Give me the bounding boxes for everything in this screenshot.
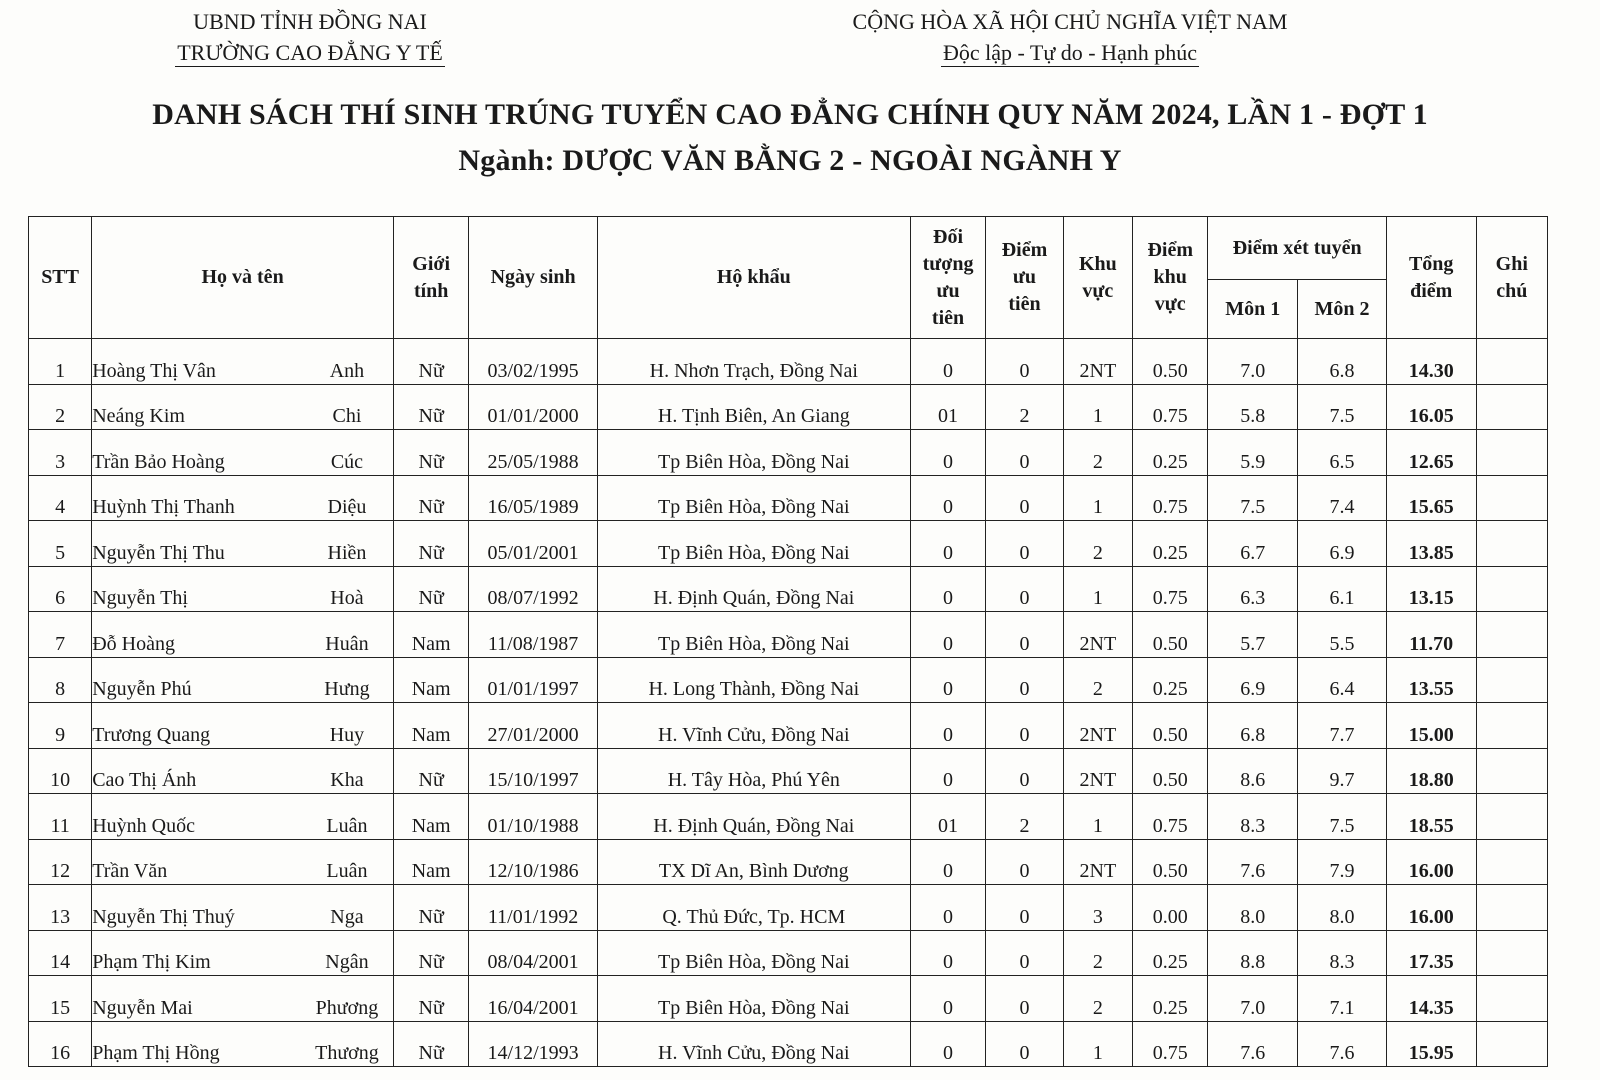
first-name: Diệu bbox=[327, 496, 367, 518]
area-points-cell: 0.50 bbox=[1133, 339, 1208, 385]
priority-points-cell: 0 bbox=[986, 930, 1063, 976]
area-cell: 1 bbox=[1063, 475, 1132, 521]
area-cell: 2NT bbox=[1063, 839, 1132, 885]
last-name: Phạm Thị Hồng bbox=[92, 1042, 220, 1064]
subject-2-cell: 6.1 bbox=[1298, 566, 1387, 612]
subject-1-cell: 5.9 bbox=[1208, 430, 1298, 476]
stt-cell: 12 bbox=[29, 839, 92, 885]
area-cell: 1 bbox=[1063, 566, 1132, 612]
note-cell bbox=[1476, 521, 1547, 567]
subject-2-cell: 5.5 bbox=[1298, 612, 1387, 658]
last-name: Nguyễn Thị Thuý bbox=[92, 905, 235, 928]
first-name: Cúc bbox=[330, 450, 364, 473]
gender-cell: Nam bbox=[393, 703, 468, 749]
total-cell: 14.35 bbox=[1386, 976, 1476, 1022]
gender-cell: Nam bbox=[393, 612, 468, 658]
address-cell: Q. Thủ Đức, Tp. HCM bbox=[597, 885, 910, 931]
total-cell: 12.65 bbox=[1386, 430, 1476, 476]
col-note: Ghi chú bbox=[1476, 217, 1547, 339]
gender-cell: Nữ bbox=[393, 930, 468, 976]
last-name: Nguyễn Phú bbox=[92, 678, 192, 700]
name-cell bbox=[92, 794, 394, 840]
total-cell: 18.80 bbox=[1386, 748, 1476, 794]
subject-1-cell: 6.8 bbox=[1208, 703, 1298, 749]
area-points-cell: 0.75 bbox=[1133, 794, 1208, 840]
total-cell: 15.95 bbox=[1386, 1021, 1476, 1067]
table-row bbox=[29, 1021, 1548, 1067]
last-name: Phạm Thị Kim bbox=[92, 951, 211, 973]
subject-2-cell: 8.3 bbox=[1298, 930, 1387, 976]
area-cell: 2NT bbox=[1063, 612, 1132, 658]
gender-cell: Nam bbox=[393, 794, 468, 840]
area-cell: 2 bbox=[1063, 930, 1132, 976]
gender-cell: Nữ bbox=[393, 748, 468, 794]
col-dob: Ngày sinh bbox=[469, 217, 597, 339]
subject-2-cell: 7.4 bbox=[1298, 475, 1387, 521]
stt-cell: 3 bbox=[29, 430, 92, 476]
area-points-cell: 0.00 bbox=[1133, 885, 1208, 931]
area-points-cell: 0.25 bbox=[1133, 930, 1208, 976]
priority-group-cell: 0 bbox=[910, 703, 985, 749]
last-name: Nguyễn Thị bbox=[92, 587, 188, 609]
first-name: Hoà bbox=[330, 587, 364, 609]
dob-cell: 11/08/1987 bbox=[469, 612, 597, 658]
table-row bbox=[29, 521, 1548, 567]
col-area-points: Điểm khu vực bbox=[1133, 217, 1208, 339]
total-cell: 17.35 bbox=[1386, 930, 1476, 976]
col-subject-2: Môn 2 bbox=[1298, 280, 1387, 339]
first-name: Hiền bbox=[327, 541, 367, 564]
subject-1-cell: 6.3 bbox=[1208, 566, 1298, 612]
dob-cell: 16/04/2001 bbox=[469, 976, 597, 1022]
priority-points-cell: 2 bbox=[986, 384, 1063, 430]
table-row bbox=[29, 384, 1548, 430]
priority-points-cell: 0 bbox=[986, 839, 1063, 885]
gender-cell: Nữ bbox=[393, 339, 468, 385]
total-cell: 14.30 bbox=[1386, 339, 1476, 385]
gender-cell: Nữ bbox=[393, 885, 468, 931]
stt-cell: 5 bbox=[29, 521, 92, 567]
address-cell: Tp Biên Hòa, Đồng Nai bbox=[597, 976, 910, 1022]
priority-points-cell: 2 bbox=[986, 794, 1063, 840]
stt-cell: 1 bbox=[29, 339, 92, 385]
last-name: Cao Thị Ánh bbox=[92, 769, 197, 791]
gender-cell: Nữ bbox=[393, 475, 468, 521]
table-row bbox=[29, 657, 1548, 703]
address-cell: Tp Biên Hòa, Đồng Nai bbox=[597, 930, 910, 976]
dob-cell: 08/04/2001 bbox=[469, 930, 597, 976]
last-name: Đỗ Hoàng bbox=[92, 632, 175, 655]
dob-cell: 16/05/1989 bbox=[469, 475, 597, 521]
stt-cell: 15 bbox=[29, 976, 92, 1022]
dob-cell: 03/02/1995 bbox=[469, 339, 597, 385]
name-cell bbox=[92, 1021, 394, 1067]
col-total: Tổng điểm bbox=[1386, 217, 1476, 339]
table-row bbox=[29, 839, 1548, 885]
subject-1-cell: 7.0 bbox=[1208, 339, 1298, 385]
priority-group-cell: 0 bbox=[910, 1021, 985, 1067]
total-cell: 15.00 bbox=[1386, 703, 1476, 749]
area-points-cell: 0.25 bbox=[1133, 976, 1208, 1022]
document-title bbox=[0, 92, 1580, 184]
dob-cell: 11/01/1992 bbox=[469, 885, 597, 931]
priority-group-cell: 01 bbox=[910, 384, 985, 430]
title-line-1: DANH SÁCH THÍ SINH TRÚNG TUYỂN CAO ĐẲNG CHÍNH QUY NĂM 2024, LẦN 1 - ĐỢT 1 bbox=[152, 98, 1428, 131]
note-cell bbox=[1476, 885, 1547, 931]
subject-1-cell: 7.0 bbox=[1208, 976, 1298, 1022]
priority-group-cell: 0 bbox=[910, 930, 985, 976]
first-name: Kha bbox=[330, 769, 364, 791]
dob-cell: 15/10/1997 bbox=[469, 748, 597, 794]
address-cell: H. Vĩnh Cửu, Đồng Nai bbox=[597, 1021, 910, 1067]
first-name: Huân bbox=[325, 632, 369, 655]
address-cell: H. Tịnh Biên, An Giang bbox=[597, 384, 910, 430]
table-header bbox=[29, 217, 1548, 339]
col-area: Khu vực bbox=[1063, 217, 1132, 339]
area-cell: 2NT bbox=[1063, 703, 1132, 749]
total-cell: 16.05 bbox=[1386, 384, 1476, 430]
priority-group-cell: 0 bbox=[910, 521, 985, 567]
dob-cell: 01/10/1988 bbox=[469, 794, 597, 840]
subject-1-cell: 7.5 bbox=[1208, 475, 1298, 521]
priority-points-cell: 0 bbox=[986, 430, 1063, 476]
admission-table bbox=[28, 216, 1548, 1067]
table-row bbox=[29, 430, 1548, 476]
name-cell bbox=[92, 566, 394, 612]
first-name: Hưng bbox=[324, 678, 370, 700]
priority-points-cell: 0 bbox=[986, 475, 1063, 521]
priority-points-cell: 0 bbox=[986, 612, 1063, 658]
area-cell: 2NT bbox=[1063, 339, 1132, 385]
gender-cell: Nữ bbox=[393, 430, 468, 476]
stt-cell: 10 bbox=[29, 748, 92, 794]
priority-group-cell: 0 bbox=[910, 748, 985, 794]
area-points-cell: 0.75 bbox=[1133, 566, 1208, 612]
col-scores: Điểm xét tuyển bbox=[1208, 217, 1386, 280]
priority-points-cell: 0 bbox=[986, 657, 1063, 703]
gender-cell: Nam bbox=[393, 657, 468, 703]
total-cell: 13.85 bbox=[1386, 521, 1476, 567]
col-name: Họ và tên bbox=[92, 217, 394, 339]
country-name: CỘNG HÒA XÃ HỘI CHỦ NGHĨA VIỆT NAM bbox=[852, 9, 1288, 34]
col-subject-1: Môn 1 bbox=[1208, 280, 1298, 339]
subject-1-cell: 8.0 bbox=[1208, 885, 1298, 931]
priority-group-cell: 0 bbox=[910, 566, 985, 612]
name-cell bbox=[92, 384, 394, 430]
note-cell bbox=[1476, 794, 1547, 840]
area-points-cell: 0.50 bbox=[1133, 748, 1208, 794]
dob-cell: 14/12/1993 bbox=[469, 1021, 597, 1067]
last-name: Huỳnh Thị Thanh bbox=[92, 496, 235, 518]
first-name: Luân bbox=[326, 860, 368, 882]
national-motto bbox=[780, 6, 1360, 68]
area-cell: 2 bbox=[1063, 657, 1132, 703]
subject-2-cell: 7.6 bbox=[1298, 1021, 1387, 1067]
subject-1-cell: 8.3 bbox=[1208, 794, 1298, 840]
dob-cell: 01/01/2000 bbox=[469, 384, 597, 430]
total-cell: 16.00 bbox=[1386, 839, 1476, 885]
stt-cell: 6 bbox=[29, 566, 92, 612]
area-points-cell: 0.25 bbox=[1133, 430, 1208, 476]
subject-1-cell: 6.7 bbox=[1208, 521, 1298, 567]
gender-cell: Nữ bbox=[393, 521, 468, 567]
subject-2-cell: 7.5 bbox=[1298, 794, 1387, 840]
priority-group-cell: 0 bbox=[910, 885, 985, 931]
priority-points-cell: 0 bbox=[986, 885, 1063, 931]
address-cell: Tp Biên Hòa, Đồng Nai bbox=[597, 430, 910, 476]
gender-cell: Nữ bbox=[393, 1021, 468, 1067]
name-cell bbox=[92, 839, 394, 885]
subject-1-cell: 7.6 bbox=[1208, 1021, 1298, 1067]
priority-group-cell: 0 bbox=[910, 839, 985, 885]
province-name: UBND TỈNH ĐỒNG NAI bbox=[193, 9, 427, 34]
table-row bbox=[29, 566, 1548, 612]
area-cell: 2 bbox=[1063, 976, 1132, 1022]
priority-group-cell: 0 bbox=[910, 657, 985, 703]
table-row bbox=[29, 930, 1548, 976]
dob-cell: 27/01/2000 bbox=[469, 703, 597, 749]
priority-group-cell: 0 bbox=[910, 475, 985, 521]
note-cell bbox=[1476, 475, 1547, 521]
name-cell bbox=[92, 703, 394, 749]
stt-cell: 7 bbox=[29, 612, 92, 658]
table-row bbox=[29, 794, 1548, 840]
subject-2-cell: 6.5 bbox=[1298, 430, 1387, 476]
note-cell bbox=[1476, 703, 1547, 749]
area-points-cell: 0.25 bbox=[1133, 521, 1208, 567]
priority-group-cell: 0 bbox=[910, 430, 985, 476]
priority-points-cell: 0 bbox=[986, 748, 1063, 794]
note-cell bbox=[1476, 612, 1547, 658]
priority-points-cell: 0 bbox=[986, 1021, 1063, 1067]
area-cell: 1 bbox=[1063, 794, 1132, 840]
note-cell bbox=[1476, 748, 1547, 794]
name-cell bbox=[92, 612, 394, 658]
address-cell: Tp Biên Hòa, Đồng Nai bbox=[597, 475, 910, 521]
area-points-cell: 0.75 bbox=[1133, 1021, 1208, 1067]
table-row bbox=[29, 703, 1548, 749]
col-priority-group: Đối tượng ưu tiên bbox=[910, 217, 985, 339]
dob-cell: 08/07/1992 bbox=[469, 566, 597, 612]
stt-cell: 14 bbox=[29, 930, 92, 976]
stt-cell: 2 bbox=[29, 384, 92, 430]
priority-points-cell: 0 bbox=[986, 703, 1063, 749]
last-name: Hoàng Thị Vân bbox=[92, 359, 216, 382]
first-name: Chi bbox=[332, 405, 362, 427]
area-points-cell: 0.75 bbox=[1133, 384, 1208, 430]
name-cell bbox=[92, 976, 394, 1022]
address-cell: H. Long Thành, Đồng Nai bbox=[597, 657, 910, 703]
note-cell bbox=[1476, 566, 1547, 612]
dob-cell: 12/10/1986 bbox=[469, 839, 597, 885]
first-name: Luân bbox=[326, 814, 368, 837]
address-cell: H. Định Quán, Đồng Nai bbox=[597, 794, 910, 840]
area-points-cell: 0.50 bbox=[1133, 612, 1208, 658]
priority-group-cell: 0 bbox=[910, 976, 985, 1022]
subject-2-cell: 9.7 bbox=[1298, 748, 1387, 794]
gender-cell: Nữ bbox=[393, 384, 468, 430]
name-cell bbox=[92, 475, 394, 521]
subject-1-cell: 8.8 bbox=[1208, 930, 1298, 976]
subject-2-cell: 7.1 bbox=[1298, 976, 1387, 1022]
name-cell bbox=[92, 430, 394, 476]
subject-2-cell: 8.0 bbox=[1298, 885, 1387, 931]
stt-cell: 11 bbox=[29, 794, 92, 840]
first-name: Anh bbox=[329, 359, 365, 382]
address-cell: H. Định Quán, Đồng Nai bbox=[597, 566, 910, 612]
area-cell: 3 bbox=[1063, 885, 1132, 931]
last-name: Trần Bảo Hoàng bbox=[92, 450, 225, 473]
issuing-organization bbox=[150, 6, 470, 68]
last-name: Trương Quang bbox=[92, 723, 211, 746]
subject-1-cell: 5.7 bbox=[1208, 612, 1298, 658]
gender-cell: Nữ bbox=[393, 566, 468, 612]
col-priority-points: Điểm ưu tiên bbox=[986, 217, 1063, 339]
area-cell: 2 bbox=[1063, 430, 1132, 476]
table-row bbox=[29, 475, 1548, 521]
last-name: Huỳnh Quốc bbox=[92, 814, 195, 837]
area-cell: 2NT bbox=[1063, 748, 1132, 794]
name-cell bbox=[92, 930, 394, 976]
name-cell bbox=[92, 521, 394, 567]
note-cell bbox=[1476, 430, 1547, 476]
note-cell bbox=[1476, 657, 1547, 703]
table-row bbox=[29, 885, 1548, 931]
col-gender: Giới tính bbox=[393, 217, 468, 339]
last-name: Nguyễn Thị Thu bbox=[92, 541, 225, 564]
area-cell: 2 bbox=[1063, 521, 1132, 567]
priority-points-cell: 0 bbox=[986, 566, 1063, 612]
gender-cell: Nam bbox=[393, 839, 468, 885]
total-cell: 16.00 bbox=[1386, 885, 1476, 931]
subject-2-cell: 7.5 bbox=[1298, 384, 1387, 430]
note-cell bbox=[1476, 976, 1547, 1022]
address-cell: H. Nhơn Trạch, Đồng Nai bbox=[597, 339, 910, 385]
total-cell: 13.55 bbox=[1386, 657, 1476, 703]
address-cell: Tp Biên Hòa, Đồng Nai bbox=[597, 612, 910, 658]
stt-cell: 9 bbox=[29, 703, 92, 749]
dob-cell: 25/05/1988 bbox=[469, 430, 597, 476]
title-line-2: Ngành: DƯỢC VĂN BẰNG 2 - NGOÀI NGÀNH Y bbox=[458, 144, 1122, 177]
subject-1-cell: 7.6 bbox=[1208, 839, 1298, 885]
area-points-cell: 0.50 bbox=[1133, 703, 1208, 749]
subject-1-cell: 6.9 bbox=[1208, 657, 1298, 703]
school-name: TRƯỜNG CAO ĐẲNG Y TẾ bbox=[177, 40, 443, 65]
first-name: Thương bbox=[315, 1042, 379, 1064]
note-cell bbox=[1476, 339, 1547, 385]
stt-cell: 4 bbox=[29, 475, 92, 521]
note-cell bbox=[1476, 384, 1547, 430]
dob-cell: 01/01/1997 bbox=[469, 657, 597, 703]
total-cell: 11.70 bbox=[1386, 612, 1476, 658]
stt-cell: 16 bbox=[29, 1021, 92, 1067]
address-cell: H. Tây Hòa, Phú Yên bbox=[597, 748, 910, 794]
subject-2-cell: 6.8 bbox=[1298, 339, 1387, 385]
priority-points-cell: 0 bbox=[986, 976, 1063, 1022]
subject-1-cell: 5.8 bbox=[1208, 384, 1298, 430]
dob-cell: 05/01/2001 bbox=[469, 521, 597, 567]
priority-group-cell: 0 bbox=[910, 339, 985, 385]
total-cell: 13.15 bbox=[1386, 566, 1476, 612]
subject-2-cell: 7.9 bbox=[1298, 839, 1387, 885]
note-cell bbox=[1476, 930, 1547, 976]
address-cell: H. Vĩnh Cửu, Đồng Nai bbox=[597, 703, 910, 749]
name-cell bbox=[92, 748, 394, 794]
name-cell bbox=[92, 339, 394, 385]
last-name: Trần Văn bbox=[92, 860, 168, 882]
col-stt: STT bbox=[29, 217, 92, 339]
area-points-cell: 0.25 bbox=[1133, 657, 1208, 703]
first-name: Phương bbox=[315, 996, 379, 1019]
total-cell: 18.55 bbox=[1386, 794, 1476, 840]
table-row bbox=[29, 976, 1548, 1022]
name-cell bbox=[92, 885, 394, 931]
priority-points-cell: 0 bbox=[986, 521, 1063, 567]
priority-points-cell: 0 bbox=[986, 339, 1063, 385]
table-row bbox=[29, 339, 1548, 385]
col-address: Hộ khẩu bbox=[597, 217, 910, 339]
subject-2-cell: 6.4 bbox=[1298, 657, 1387, 703]
table-row bbox=[29, 612, 1548, 658]
first-name: Ngân bbox=[325, 951, 369, 973]
name-cell bbox=[92, 657, 394, 703]
area-cell: 1 bbox=[1063, 1021, 1132, 1067]
last-name: Nguyễn Mai bbox=[92, 996, 193, 1019]
table-row bbox=[29, 748, 1548, 794]
stt-cell: 13 bbox=[29, 885, 92, 931]
area-cell: 1 bbox=[1063, 384, 1132, 430]
stt-cell: 8 bbox=[29, 657, 92, 703]
motto: Độc lập - Tự do - Hạnh phúc bbox=[942, 40, 1198, 65]
subject-2-cell: 6.9 bbox=[1298, 521, 1387, 567]
table-body bbox=[29, 339, 1548, 1067]
subject-1-cell: 8.6 bbox=[1208, 748, 1298, 794]
address-cell: TX Dĩ An, Bình Dương bbox=[597, 839, 910, 885]
gender-cell: Nữ bbox=[393, 976, 468, 1022]
last-name: Neáng Kim bbox=[92, 405, 185, 427]
priority-group-cell: 01 bbox=[910, 794, 985, 840]
note-cell bbox=[1476, 839, 1547, 885]
total-cell: 15.65 bbox=[1386, 475, 1476, 521]
first-name: Huy bbox=[329, 723, 365, 746]
area-points-cell: 0.75 bbox=[1133, 475, 1208, 521]
address-cell: Tp Biên Hòa, Đồng Nai bbox=[597, 521, 910, 567]
area-points-cell: 0.50 bbox=[1133, 839, 1208, 885]
priority-group-cell: 0 bbox=[910, 612, 985, 658]
first-name: Nga bbox=[330, 905, 364, 928]
subject-2-cell: 7.7 bbox=[1298, 703, 1387, 749]
note-cell bbox=[1476, 1021, 1547, 1067]
